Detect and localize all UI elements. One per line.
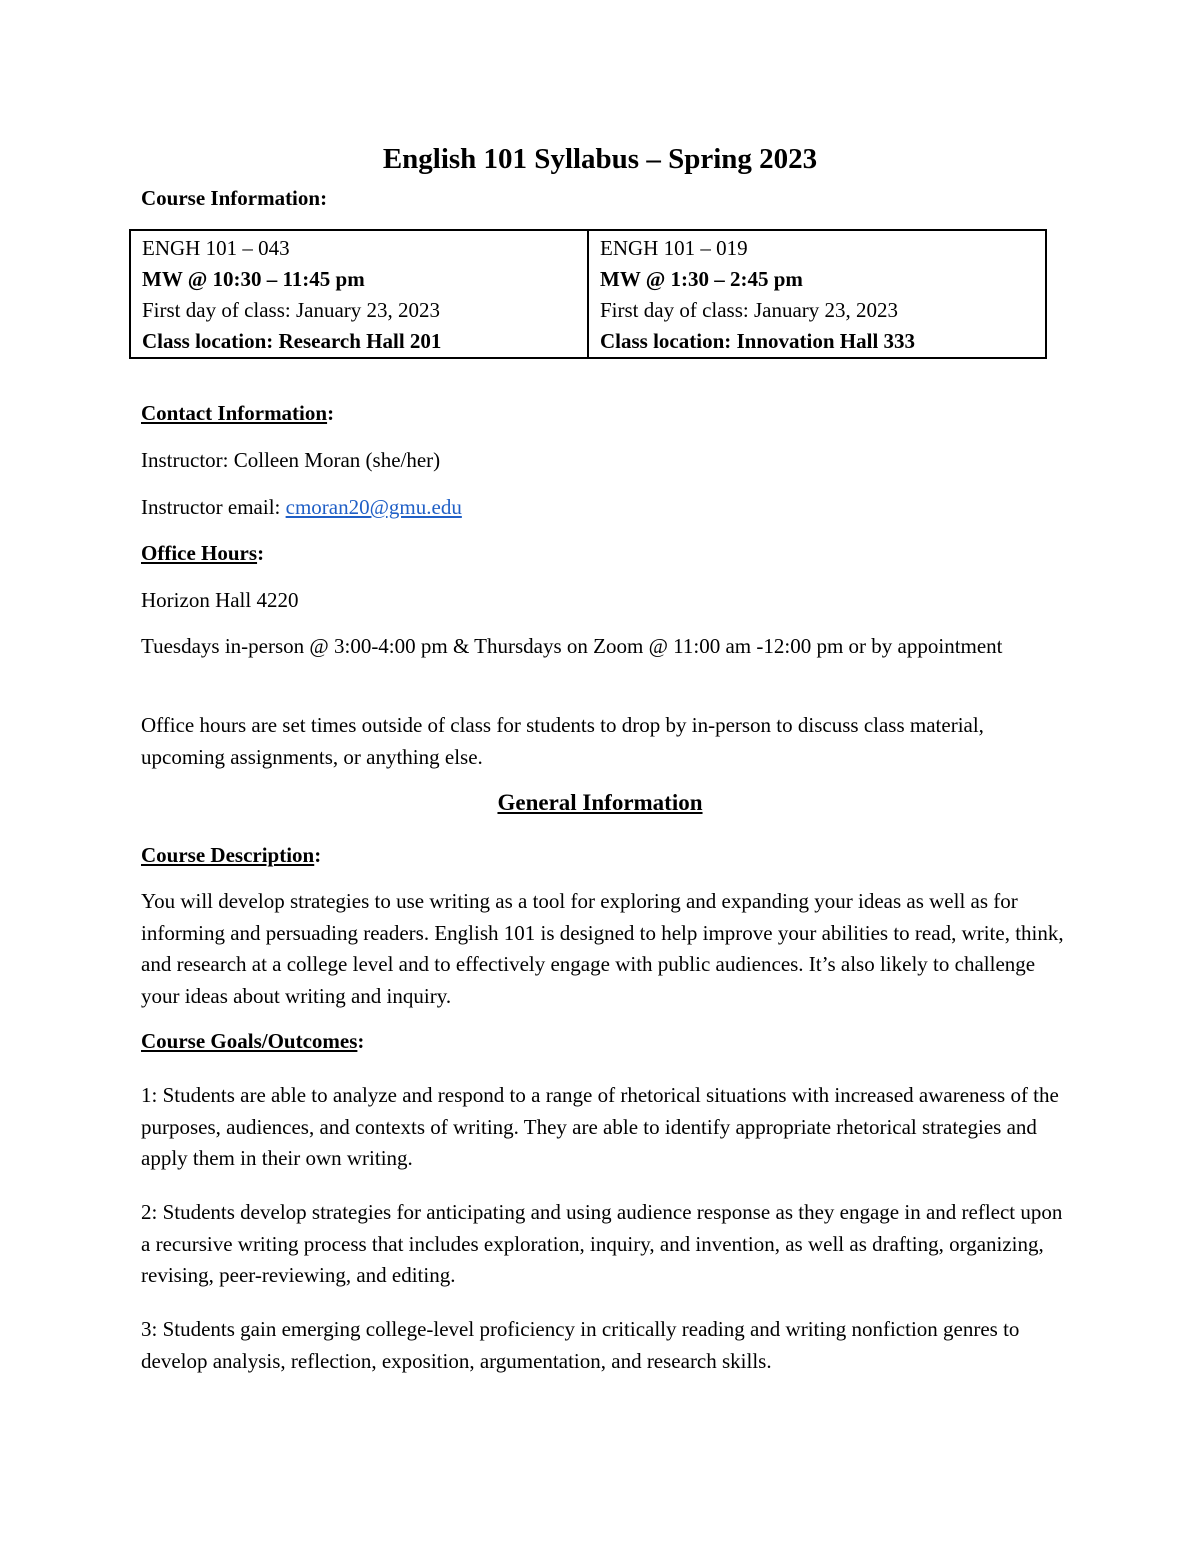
contact-heading-colon: : [327, 401, 335, 425]
course-info-label: Course Information: [141, 186, 328, 210]
section-location: Class location: Research Hall 201 [142, 329, 442, 353]
email-label: Instructor email: [141, 495, 286, 519]
email-link[interactable]: cmoran20@gmu.edu [285, 495, 462, 519]
office-hours-heading [141, 541, 264, 566]
course-description-text: You will develop strategies to use writing as a tool for exploring and expanding your ideas as well as for informing and persuading readers. English 101 is designed to help improve your abilities to read, write, think, and research at a college level and to effectively engage with public audiences. It’s also likely to challenge your ideas about writing and inquiry. [141, 889, 1064, 1008]
office-hours-heading-text: Office Hours [141, 541, 258, 565]
course-goal-item: 2: Students develop strategies for anticipating and using audience response as they engage in and reflect upon a recursive writing process that includes exploration, inquiry, and invention, as well as drafting, organizing, revising, peer-reviewing, and editing. [141, 1200, 1063, 1287]
office-hours-heading-colon: : [257, 541, 265, 565]
office-location: Horizon Hall 4220 [141, 588, 299, 612]
section-time: MW @ 1:30 – 2:45 pm [600, 267, 803, 291]
contact-heading-text: Contact Information [141, 401, 328, 425]
section-first-day: First day of class: January 23, 2023 [142, 298, 441, 322]
course-goals-heading-text: Course Goals/Outcomes [141, 1029, 358, 1053]
section-first-day: First day of class: January 23, 2023 [600, 298, 899, 322]
office-hours-description: Office hours are set times outside of class for students to drop by in-person to discuss class material, upcoming assignments, or anything else. [141, 713, 984, 769]
section-code: ENGH 101 – 043 [142, 236, 290, 260]
course-goal-item: 3: Students gain emerging college-level proficiency in critically reading and writing nonfiction genres to develop analysis, reflection, exposition, argumentation, and research skills. [141, 1317, 1020, 1373]
document-title: English 101 Syllabus – Spring 2023 [382, 143, 818, 175]
course-goal-item: 1: Students are able to analyze and respond to a range of rhetorical situations with increased awareness of the purposes, audiences, and contexts of writing. They are able to identify appropriate rhetorical strategies and apply them in their own writing. [141, 1083, 1059, 1170]
section-cell [588, 230, 1046, 358]
instructor-email-line [141, 495, 462, 520]
course-description-colon: : [314, 843, 322, 867]
section-cell [130, 230, 588, 358]
general-info-heading: General Information [497, 790, 703, 815]
office-hours-schedule: Tuesdays in-person @ 3:00-4:00 pm & Thursdays on Zoom @ 11:00 am -12:00 pm or by appointment [141, 634, 1003, 658]
instructor-name: Instructor: Colleen Moran (she/her) [141, 448, 441, 472]
course-sections-table [129, 229, 1047, 359]
course-description-heading [141, 843, 321, 868]
course-description-heading-text: Course Description [141, 843, 315, 867]
contact-heading [141, 401, 334, 426]
section-time: MW @ 10:30 – 11:45 pm [142, 267, 365, 291]
section-location: Class location: Innovation Hall 333 [600, 329, 916, 353]
course-goals-colon: : [357, 1029, 365, 1053]
section-code: ENGH 101 – 019 [600, 236, 748, 260]
course-goals-heading [141, 1029, 364, 1054]
